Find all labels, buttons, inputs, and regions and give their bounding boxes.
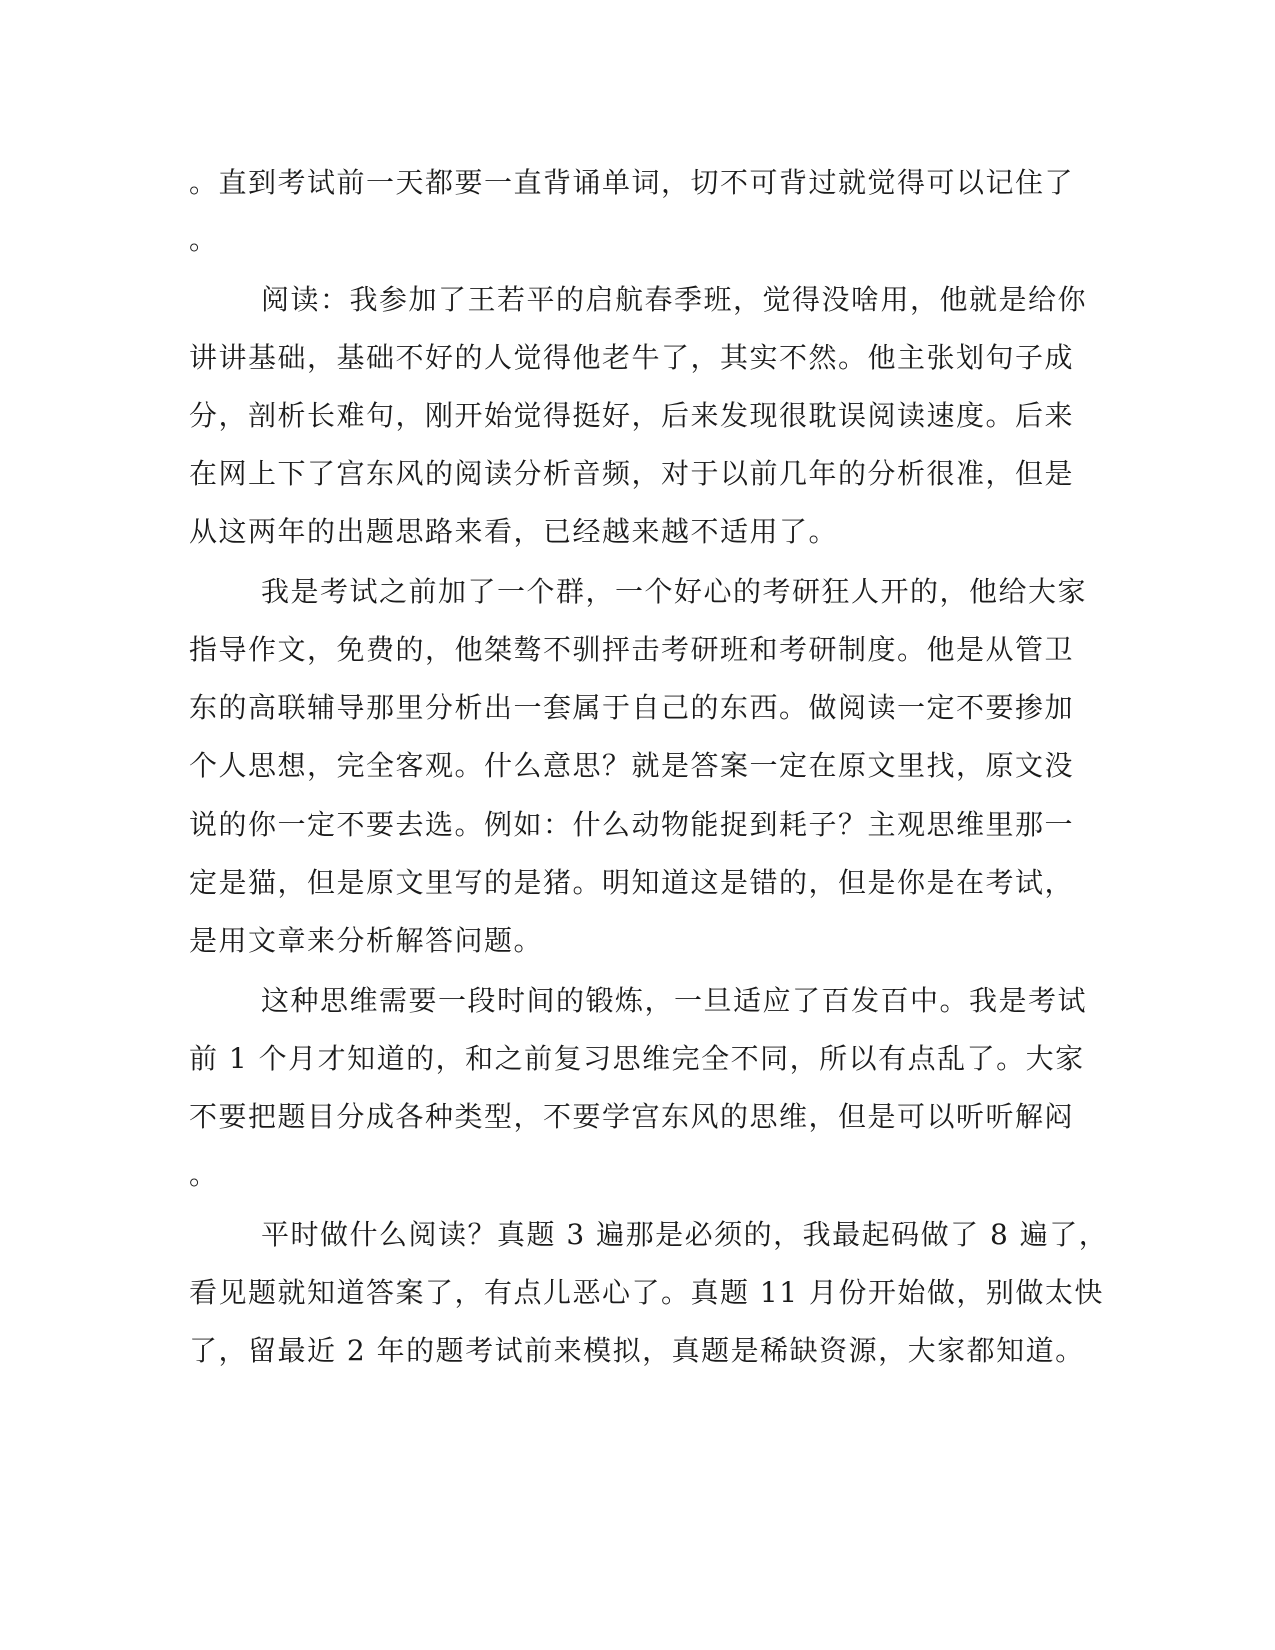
text-line: 。直到考试前一天都要一直背诵单词，切不可背过就觉得可以记住了 [189,166,1075,199]
text-line: 在网上下了宫东风的阅读分析音频，对于以前几年的分析很准，但是 [189,457,1075,490]
text-line: 。 [189,1158,219,1191]
text-line: 指导作文，免费的，他桀骜不驯抨击考研班和考研制度。他是从管卫 [189,633,1075,666]
text-line: 是用文章来分析解答问题。 [189,924,544,957]
paragraph-first-line: 这种思维需要一段时间的锻炼，一旦适应了百发百中。我是考试 [261,984,1088,1017]
text-line: 分，剖析长难句，刚开始觉得挺好，后来发现很耽误阅读速度。后来 [189,399,1075,432]
text-line: 前 1 个月才知道的，和之前复习思维完全不同，所以有点乱了。大家 [189,1042,1085,1075]
paragraph-first-line: 我是考试之前加了一个群，一个好心的考研狂人开的，他给大家 [261,575,1088,608]
paragraph-first-line: 平时做什么阅读？真题 3 遍那是必须的，我最起码做了 8 遍了， [261,1218,1109,1251]
text-line: 了，留最近 2 年的题考试前来模拟，真题是稀缺资源，大家都知道。 [189,1334,1085,1367]
text-line: 东的高联辅导那里分析出一套属于自己的东西。做阅读一定不要掺加 [189,691,1075,724]
text-line: 说的你一定不要去选。例如：什么动物能捉到耗子？主观思维里那一 [189,808,1075,841]
text-line: 。 [189,223,219,256]
text-line: 不要把题目分成各种类型，不要学宫东风的思维，但是可以听听解闷 [189,1100,1075,1133]
paragraph-first-line: 阅读：我参加了王若平的启航春季班，觉得没啥用，他就是给你 [261,283,1088,316]
text-line: 讲讲基础，基础不好的人觉得他老牛了，其实不然。他主张划句子成 [189,341,1075,374]
text-line: 看见题就知道答案了，有点儿恶心了。真题 11 月份开始做，别做太快 [189,1276,1104,1309]
text-line: 从这两年的出题思路来看，已经越来越不适用了。 [189,515,839,548]
text-line: 个人思想，完全客观。什么意思？就是答案一定在原文里找，原文没 [189,749,1075,782]
text-line: 定是猫，但是原文里写的是猪。明知道这是错的，但是你是在考试， [189,866,1075,899]
